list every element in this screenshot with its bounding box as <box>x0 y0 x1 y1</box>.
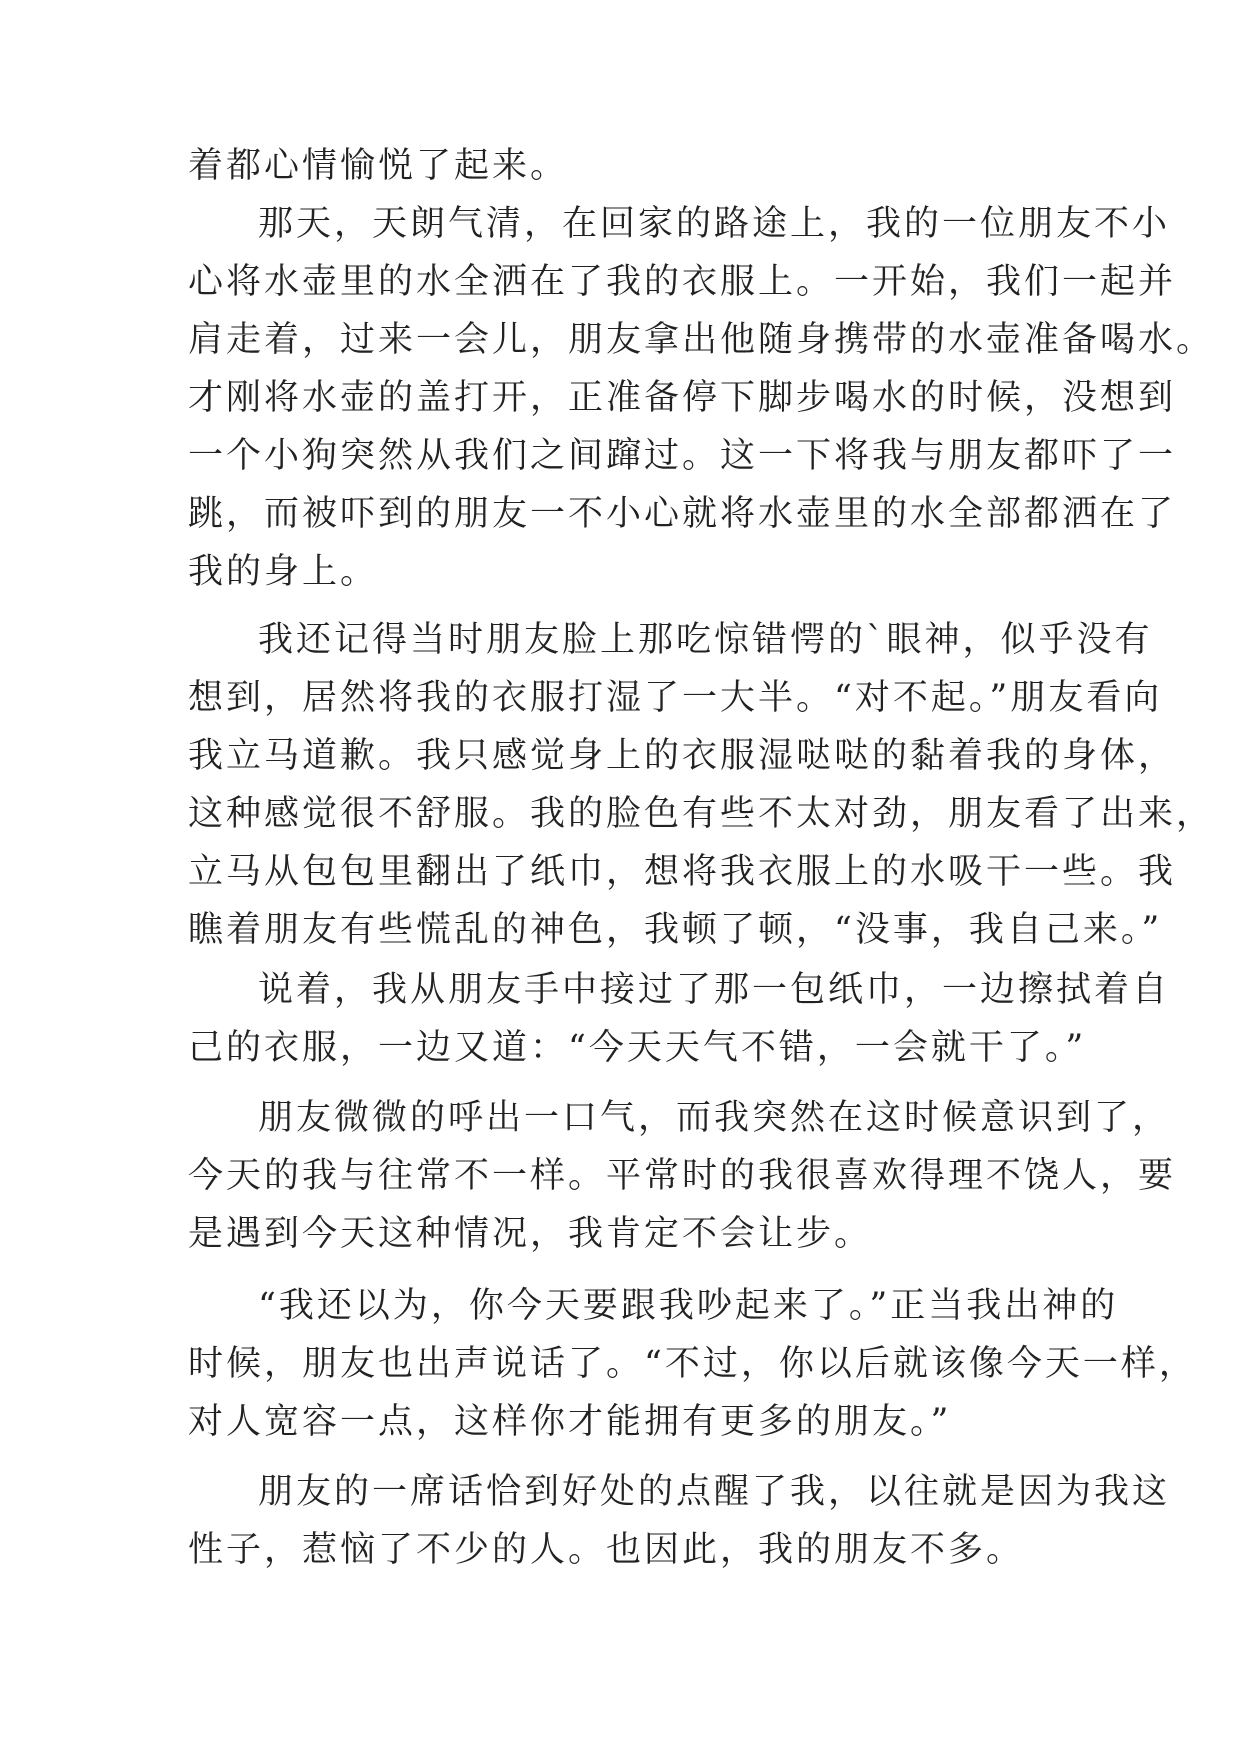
text-line: 立马从包包里翻出了纸巾，想将我衣服上的水吸干一些。我 <box>188 852 1177 892</box>
text-line: 一个小狗突然从我们之间蹿过。这一下将我与朋友都吓了一 <box>188 436 1177 476</box>
text-line: 想到，居然将我的衣服打湿了一大半。“对不起。”朋友看向 <box>188 678 1163 718</box>
paragraph-start-line: 说着，我从朋友手中接过了那一包纸巾，一边擦拭着自 <box>258 970 1171 1010</box>
text-line: 跳，而被吓到的朋友一不小心就将水壶里的水全部都洒在了 <box>188 494 1177 534</box>
text-line: 着都心情愉悦了起来。 <box>188 146 569 186</box>
paragraph-start-line: “我还以为，你今天要跟我吵起来了。”正当我出神的 <box>258 1286 1119 1326</box>
text-line: 这种感觉很不舒服。我的脸色有些不太对劲，朋友看了出来， <box>188 794 1215 834</box>
text-line: 我立马道歉。我只感觉身上的衣服湿哒哒的黏着我的身体， <box>188 736 1177 776</box>
text-line: 才刚将水壶的盖打开，正准备停下脚步喝水的时候，没想到 <box>188 378 1177 418</box>
paragraph-start-line: 我还记得当时朋友脸上那吃惊错愕的`眼神，似乎没有 <box>258 620 1153 660</box>
text-line: 是遇到今天这种情况，我肯定不会让步。 <box>188 1214 873 1254</box>
paragraph-start-line: 那天，天朗气清，在回家的路途上，我的一位朋友不小 <box>258 204 1171 244</box>
paragraph-start-line: 朋友微微的呼出一口气，而我突然在这时候意识到了， <box>258 1098 1171 1138</box>
text-line: 心将水壶里的水全洒在了我的衣服上。一开始，我们一起并 <box>188 262 1177 302</box>
text-line: 今天的我与往常不一样。平常时的我很喜欢得理不饶人，要 <box>188 1156 1177 1196</box>
text-line: 肩走着，过来一会儿，朋友拿出他随身携带的水壶准备喝水。 <box>188 320 1215 360</box>
text-line: 我的身上。 <box>188 552 379 592</box>
paragraph-start-line: 朋友的一席话恰到好处的点醒了我，以往就是因为我这 <box>258 1472 1171 1512</box>
text-line: 瞧着朋友有些慌乱的神色，我顿了顿，“没事，我自己来。” <box>188 910 1163 950</box>
text-line: 性子，惹恼了不少的人。也因此，我的朋友不多。 <box>188 1530 1025 1570</box>
text-line: 时候，朋友也出声说话了。“不过，你以后就该像今天一样， <box>188 1344 1197 1384</box>
text-line: 己的衣服，一边又道：“今天天气不错，一会就干了。” <box>188 1028 1087 1068</box>
text-line: 对人宽容一点，这样你才能拥有更多的朋友。” <box>188 1402 952 1442</box>
